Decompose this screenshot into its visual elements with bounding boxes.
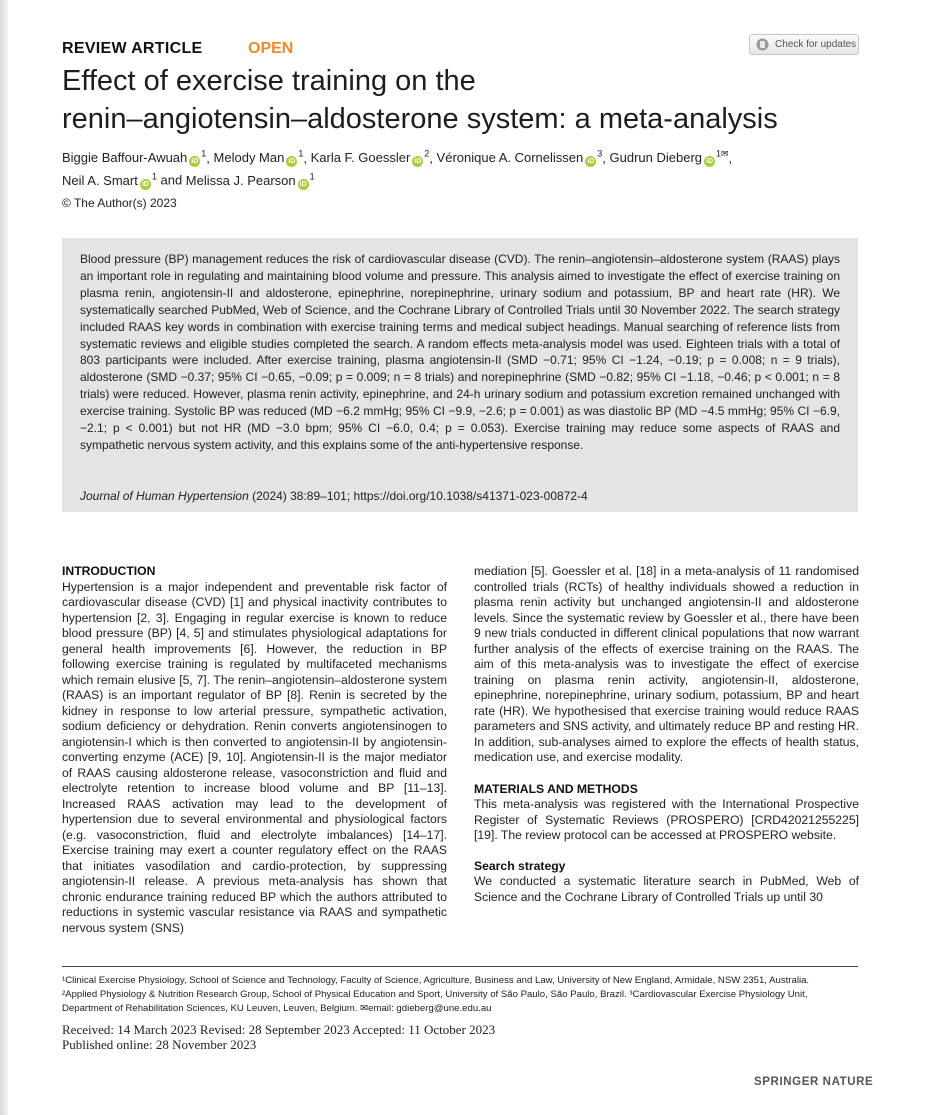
article-type-label: REVIEW ARTICLE bbox=[62, 40, 203, 57]
author[interactable]: Gudrun Dieberg $iD^{1✉}$ bbox=[609, 149, 729, 166]
spacer bbox=[474, 844, 859, 859]
search-strategy-text: We conducted a systematic literature search in PubMed, Web of Science and the Cochrane Library of Controlled Trials up until 30 bbox=[474, 874, 859, 904]
orcid-icon[interactable]: iD bbox=[414, 158, 422, 166]
spacer bbox=[474, 766, 859, 782]
affiliation-line: ²Applied Physiology & Nutrition Research Group, School of Physical Education and Sport, University of São Paulo, São Paulo, Brazil. ³Cardiovascular Exercise Physiology Unit, bbox=[62, 989, 808, 1000]
title-line-1: Effect of exercise training on the bbox=[62, 65, 476, 97]
orcid-icon[interactable]: iD bbox=[706, 158, 713, 166]
open-access-label: OPEN bbox=[248, 40, 294, 57]
author[interactable]: Neil A. Smart $iD^1$ bbox=[62, 171, 157, 188]
abstract-box bbox=[62, 238, 858, 512]
author[interactable]: Biggie Baffour-Awuah $iD^1$ bbox=[62, 149, 207, 166]
orcid-icon[interactable]: iD bbox=[299, 180, 307, 188]
citation-details[interactable]: (2024) 38:89–101; https://doi.org/10.1038/s41371-023-00872-4 bbox=[248, 489, 588, 503]
orcid-icon[interactable]: iD bbox=[288, 158, 296, 166]
author[interactable]: Véronique A. Cornelissen $iD^3$ bbox=[436, 149, 603, 166]
subsection-heading-search-strategy: Search strategy bbox=[474, 858, 566, 873]
author[interactable]: Karla F. Goessler $iD^2$ bbox=[310, 149, 430, 166]
affiliation-line: ¹Clinical Exercise Physiology, School of Science and Technology, Faculty of Science, Agriculture, Business and Law, University of New England, Armidale, NSW 2351, Australia. bbox=[62, 975, 810, 986]
methods-text: This meta-analysis was registered with the International Prospective Register of Systematic Reviews (PROSPERO) [CRD42021255225] [19]. The review protocol can be accessed at PROSPERO website. bbox=[474, 797, 859, 842]
check-for-updates-label: Check for updates bbox=[775, 39, 857, 50]
affiliation-footnotes bbox=[62, 974, 862, 1016]
journal-citation bbox=[80, 489, 588, 503]
section-heading-methods: MATERIALS AND METHODS bbox=[474, 781, 638, 796]
introduction-continuation: mediation [5]. Goessler et al. [18] in a meta-analysis of 11 randomised controlled trials (RCTs) of healthy individuals showed a reduction in plasma renin activity but unchanged angiotensin-II and aldosterone levels. Since the systematic review by Goessler et al., there have been 9 new trials conducted in different clinical populations that now warrant further analysis of the effects of exercise training on the RAAS. The aim of this meta-analysis was to investigate the effect of exercise training on plasma renin activity, angiotensin-II, aldosterone, epinephrine, norepinephrine, urinary sodium, potassium, BP and heart rate (HR). We hypothesised that exercise training would reduce RAAS parameters and SNS activity, and ultimately reduce BP and resting HR. In addition, sub-analyses aimed to explore the effects of health status, medication use, and exercise modality. bbox=[474, 564, 859, 764]
section-heading-introduction: INTRODUCTION bbox=[62, 564, 156, 578]
abstract-text: Blood pressure (BP) management reduces the risk of cardiovascular disease (CVD). The renin–angiotensin–aldosterone system (RAAS) plays an important role in regulating and maintaining blood volume and pressure. This analysis aimed to investigate the effect of exercise training on plasma renin, angiotensin-II and aldosterone, epinephrine, norepinephrine, urinary sodium and potassium, BP and heart rate (HR). We systematically searched PubMed, Web of Science, and the Cochrane Library of Controlled Trials until 30 November 2022. The search strategy included RAAS key words in combination with exercise training terms and medical subject headings. Manual searching of reference lists from systematic reviews and eligible studies completed the search. A random effects meta-analysis model was used. Eighteen trials with a total of 803 participants were included. After exercise training, plasma angiotensin-II (SMD −0.71; 95% CI −1.24, −0.19; p = 0.008; n = 9 trials), aldosterone (SMD −0.37; 95% CI −0.65, −0.09; p = 0.009; n = 8 trials) and norepinephrine (SMD −0.82; 95% CI −1.18, −0.46; p < 0.001; n = 8 trials) were reduced. However, plasma renin activity, epinephrine, and 24-h urinary sodium and potassium excretion remained unchanged with exercise training. Systolic BP was reduced (MD −6.2 mmHg; 95% CI −9.9, −2.6; p = 0.001) as was diastolic BP (MD −4.5 mmHg; 95% CI −6.9, −2.1; p < 0.001) but not HR (MD −3.0 bpm; 95% CI −6.0, 0.4; p = 0.053). Exercise training may reduce some aspects of RAAS and sympathetic nervous system activity, and this explains some of the anti-hypertensive response. bbox=[80, 252, 840, 452]
publication-dates bbox=[62, 1022, 495, 1052]
publisher-logo: SPRINGER NATURE bbox=[754, 1076, 874, 1088]
author-list: Biggie Baffour-Awuah $iD^1$, Melody Man $iD^1$, Karla F. Goessler $iD^2$, Véronique A. Cornelissen $iD^3$, Gudrun Dieberg $iD^{1✉}$, Neil A. Smart $iD^1$ and Melissa J. Pearson $iD^1$ bbox=[62, 149, 733, 188]
check-updates-icon bbox=[756, 38, 769, 51]
orcid-icon[interactable]: iD bbox=[587, 158, 595, 166]
copyright-notice: © The Author(s) 2023 bbox=[62, 196, 177, 210]
author[interactable]: Melody Man $iD^1$ bbox=[213, 149, 304, 166]
article-title bbox=[62, 62, 822, 138]
author[interactable]: Melissa J. Pearson $iD^1$ bbox=[185, 171, 315, 188]
received-revised-accepted: Received: 14 March 2023 Revised: 28 September 2023 Accepted: 11 October 2023 bbox=[62, 1022, 496, 1037]
footnote-divider bbox=[62, 966, 858, 967]
right-column bbox=[474, 564, 859, 905]
published-online: Published online: 28 November 2023 bbox=[62, 1037, 257, 1052]
title-line-2: renin–angiotensin–aldosterone system: a meta-analysis bbox=[62, 103, 778, 135]
affiliation-line: Department of Rehabilitation Sciences, KU Leuven, Leuven, Belgium. ✉email: gdieberg@une.edu.au bbox=[62, 1003, 492, 1014]
page-edge-shadow bbox=[0, 0, 8, 1115]
left-column bbox=[62, 564, 447, 936]
orcid-icon[interactable]: iD bbox=[191, 158, 199, 166]
check-for-updates-button[interactable] bbox=[749, 34, 859, 55]
orcid-icon[interactable]: iD bbox=[141, 180, 149, 188]
journal-name: Journal of Human Hypertension bbox=[80, 489, 249, 503]
introduction-text: Hypertension is a major independent and preventable risk factor of cardiovascular disease (CVD) [1] and physical inactivity contributes to hypertension [2, 3]. Engaging in regular exercise is known to reduce blood pressure (BP) [4, 5] and stimulates physiological adaptations for general health improvements [6]. However, the reduction in BP following exercise training is regulated by multifaceted mechanisms which remain elusive [5, 7]. The renin–angiotensin–aldosterone system (RAAS) is an important regulator of BP [8]. Renin is secreted by the kidney in response to low arterial pressure, sympathetic activation, sodium deficiency or dehydration. Renin converts angiotensinogen to angiotensin-I which is then converted to angiotensin-II by angiotensin-converting enzyme (ACE) [9, 10]. Angiotensin-II is the major mediator of RAAS causing aldosterone release, vasoconstriction and fluid and electrolyte retention to increase blood volume and BP [11–13]. Increased RAAS activation may lead to the development of hypertension due to several environmental and physiological factors (e.g. vasoconstriction, fluid and electrolyte imbalances) [14–17]. Exercise training may exert a counter regulatory effect on the RAAS that initiates vasodilation and cardio-protection, by suppressing angiotensin-II release. A previous meta-analysis has shown that chronic endurance training reduced BP which the authors attributed to reductions in systemic vascular resistance via RAAS and sympathetic nervous system (SNS) bbox=[62, 579, 447, 935]
